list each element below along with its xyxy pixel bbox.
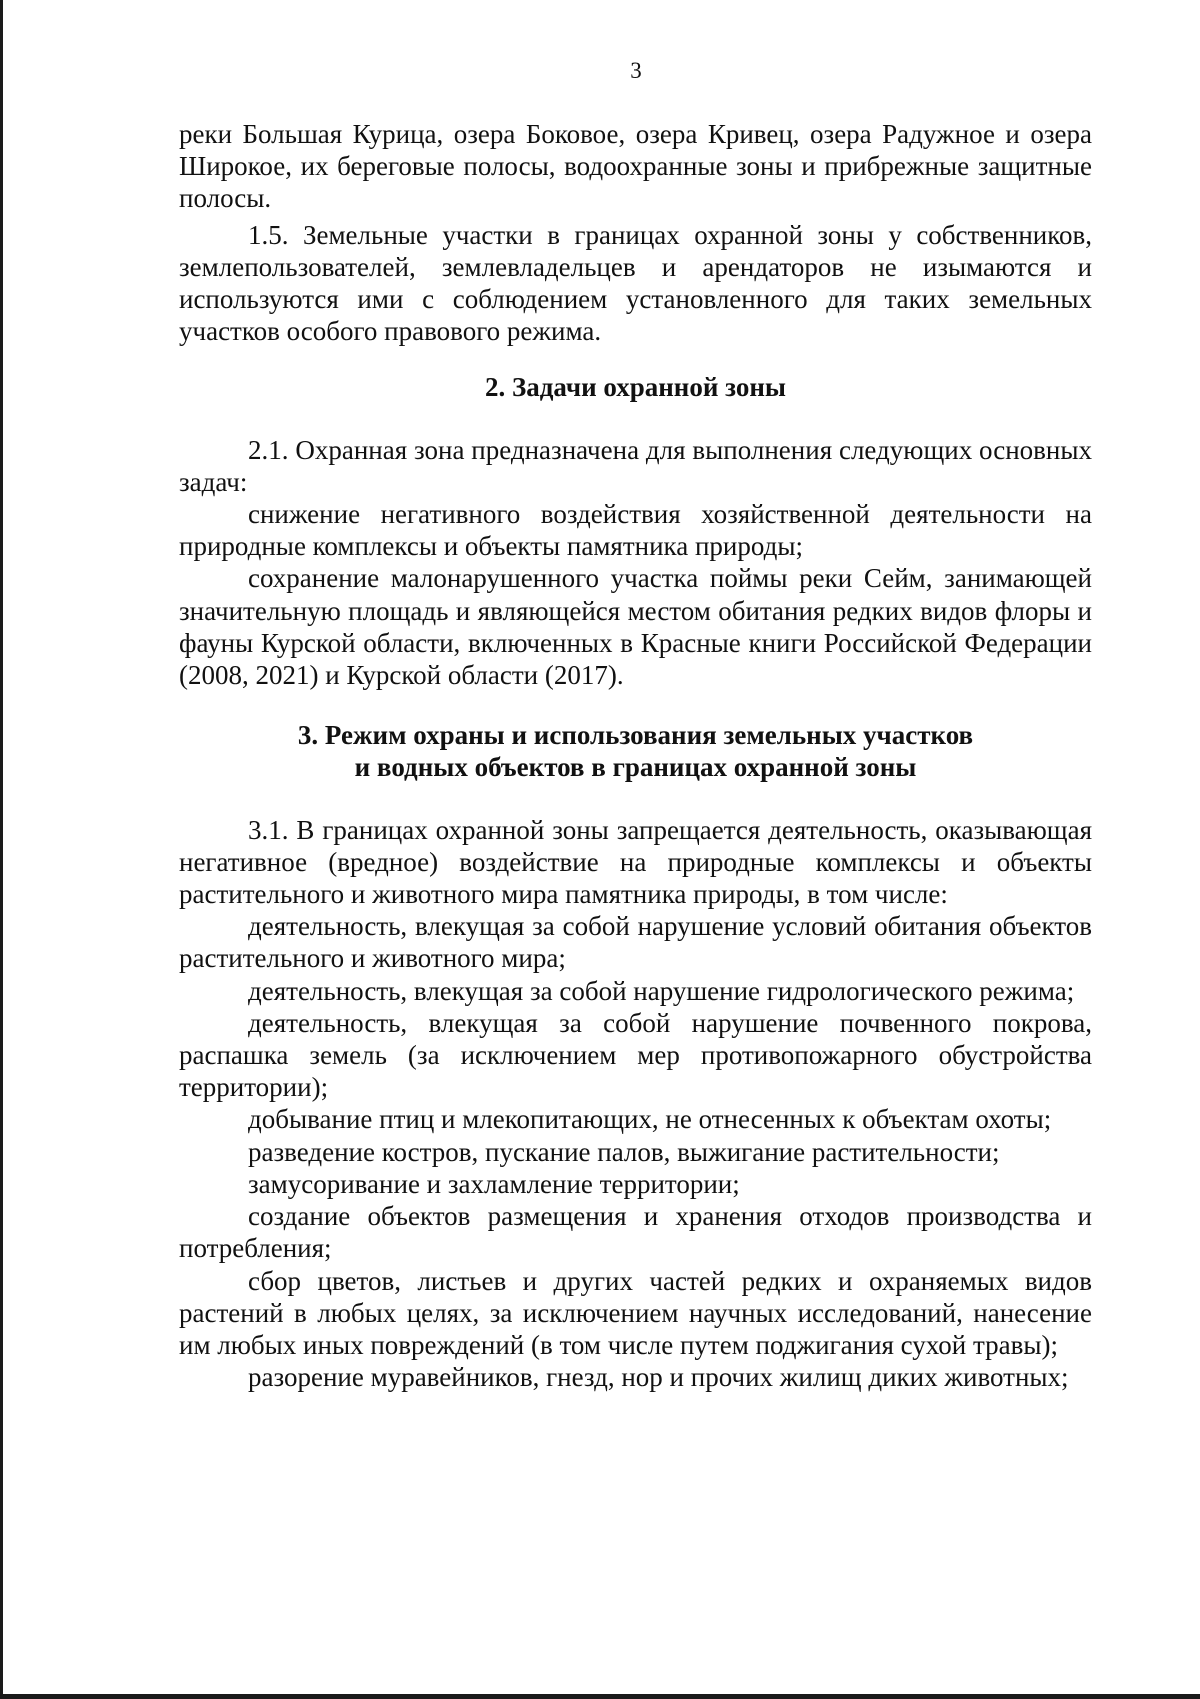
scan-bottom-border (0, 1694, 1200, 1699)
scan-left-border (0, 0, 3, 1699)
page-number: 3 (630, 58, 642, 83)
paragraph-3-1-item-i: разорение муравейников, гнезд, нор и прочих жилищ диких животных; (248, 1362, 1069, 1393)
paragraph-3-1-item-f: замусоривание и захламление территории; (248, 1168, 740, 1199)
paragraph-3-1-item-c: деятельность, влекущая за собой нарушение почвенного покрова, распашка земель (за исключением мер противопожарного обустройства территории); (179, 1007, 1092, 1103)
paragraph-1-5: 1.5. Земельные участки в границах охранной зоны у собственников, землепользователей, землевладельцев и арендаторов не изымаются и используются ими с соблюдением установленного для таких земельных участков особого правового режима. (179, 219, 1092, 347)
paragraph-3-1-item-d: добывание птиц и млекопитающих, не отнесенных к объектам охоты; (248, 1104, 1052, 1135)
paragraph-continuation: реки Большая Курица, озера Боковое, озера Кривец, озера Радужное и озера Широкое, их береговые полосы, водоохранные зоны и прибрежные защитные полосы. (179, 119, 1092, 214)
document-body (179, 118, 1092, 1393)
section-2-heading: 2. Задачи охранной зоны (485, 372, 786, 403)
paragraph-3-1-item-b: деятельность, влекущая за собой нарушение гидрологического режима; (248, 975, 1075, 1006)
section-3-heading (179, 719, 1092, 783)
paragraph-3-1: 3.1. В границах охранной зоны запрещается деятельность, оказывающая негативное (вредное) воздействие на природные комплексы и объекты растительного и животного мира памятника природы, в том числе: (179, 814, 1092, 910)
paragraph-2-1-item-b: сохранение малонарушенного участка поймы реки Сейм, занимающей значительную площадь и являющейся местом обитания редких видов флоры и фауны Курской области, включенных в Красные книги Российской Федерации (2008, 2021) и Курской области (2017). (179, 563, 1092, 691)
paragraph-3-1-item-g: создание объектов размещения и хранения отходов производства и потребления; (179, 1201, 1092, 1264)
paragraph-2-1: 2.1. Охранная зона предназначена для выполнения следующих основных задач: (179, 434, 1092, 497)
paragraph-3-1-item-a: деятельность, влекущая за собой нарушение условий обитания объектов растительного и животного мира; (179, 911, 1092, 974)
section-3-heading-line-1: 3. Режим охраны и использования земельных участков (297, 720, 974, 751)
section-3-heading-line-2: и водных объектов в границах охранной зоны (354, 752, 917, 783)
paragraph-3-1-item-h: сбор цветов, листьев и других частей редких и охраняемых видов растений в любых целях, за исключением научных исследований, нанесение им любых иных повреждений (в том числе путем поджигания сухой травы); (179, 1265, 1092, 1360)
paragraph-3-1-item-e: разведение костров, пускание палов, выжигание растительности; (248, 1136, 1000, 1167)
paragraph-2-1-item-a: снижение негативного воздействия хозяйственной деятельности на природные комплексы и объекты памятника природы; (179, 499, 1092, 562)
